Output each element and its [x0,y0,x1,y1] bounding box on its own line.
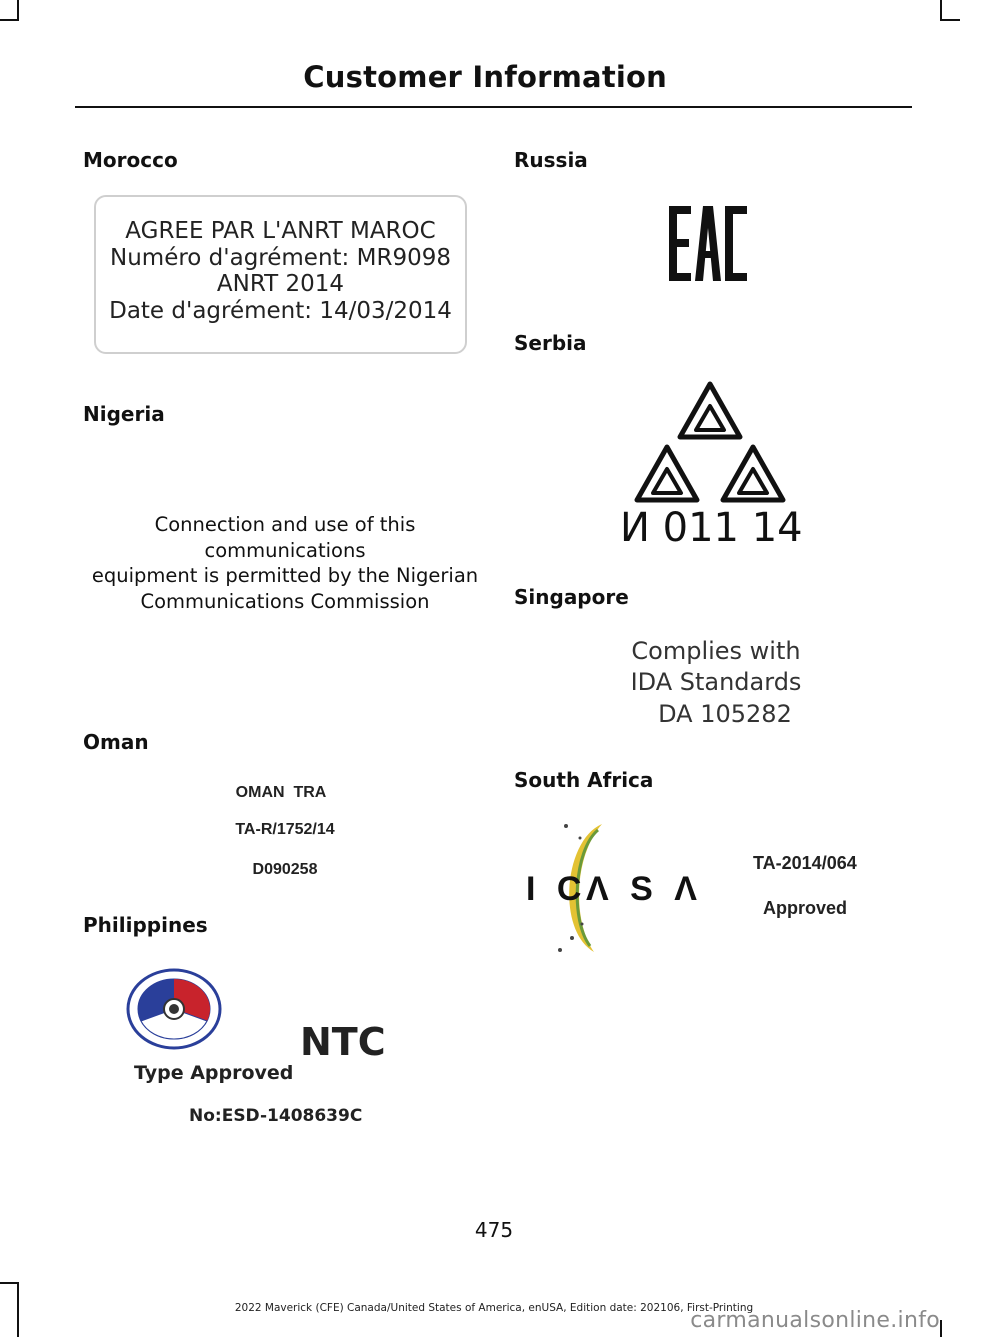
heading-nigeria: Nigeria [83,402,165,426]
icasa-ta-number: TA-2014/064 [753,853,857,873]
singapore-line: Complies with [631,637,801,665]
ntc-type-approved: Type Approved [134,1062,294,1084]
svg-text:I C: I C [526,870,588,908]
crop-mark [940,19,960,21]
ntc-approval-number: No:ESD-1408639C [189,1106,363,1126]
morocco-approval-label [94,195,467,354]
header-divider [75,106,912,108]
crop-mark [940,0,942,20]
crop-mark [940,1320,942,1337]
crop-mark [0,19,19,21]
heading-south-africa: South Africa [514,768,654,792]
serbia-triangles-icon [633,380,788,505]
heading-oman: Oman [83,730,149,754]
heading-russia: Russia [514,148,588,172]
oman-ta-number: TA-R/1752/14 [235,821,335,838]
eac-mark-icon [669,206,747,281]
watermark: carmanualsonline.info [690,1308,940,1333]
ntc-logo-text: NTC [300,1020,386,1064]
crop-mark [0,1282,19,1284]
singapore-dealer-number: DA 105282 [658,700,792,728]
nigeria-line: Communications Commission [140,589,430,613]
morocco-line: Date d'agrément: 14/03/2014 [109,297,452,324]
page-title: Customer Information [303,60,667,94]
morocco-line: AGREE PAR L'ANRT MAROC [125,218,436,244]
page-number: 475 [474,1218,514,1242]
heading-singapore: Singapore [514,585,629,609]
heading-morocco: Morocco [83,148,178,172]
serbia-approval-code: И 011 14 [620,505,803,551]
nigeria-line: communications [204,538,366,562]
icasa-logo-icon [524,820,703,958]
morocco-line: ANRT 2014 [216,271,345,297]
singapore-line: IDA Standards [630,668,802,696]
nigeria-statement [83,512,487,614]
ntc-seal-icon [126,968,222,1050]
oman-tra-label: OMAN TRA [235,784,327,801]
oman-dealer-number: D090258 [252,861,318,878]
edition-info: 2022 Maverick (CFE) Canada/United States of America, enUSA, Edition date: 202106, First-Printing [234,1302,754,1314]
icasa-approved: Approved [763,898,848,918]
heading-serbia: Serbia [514,331,587,355]
crop-mark [17,0,19,20]
morocco-line: Numéro d'agrément: MR9098 [110,244,451,271]
svg-text:Λ S Λ: Λ S Λ [586,870,703,908]
nigeria-line: Connection and use of this [154,513,416,536]
nigeria-line: equipment is permitted by the Nigerian [91,564,479,587]
heading-philippines: Philippines [83,913,208,937]
